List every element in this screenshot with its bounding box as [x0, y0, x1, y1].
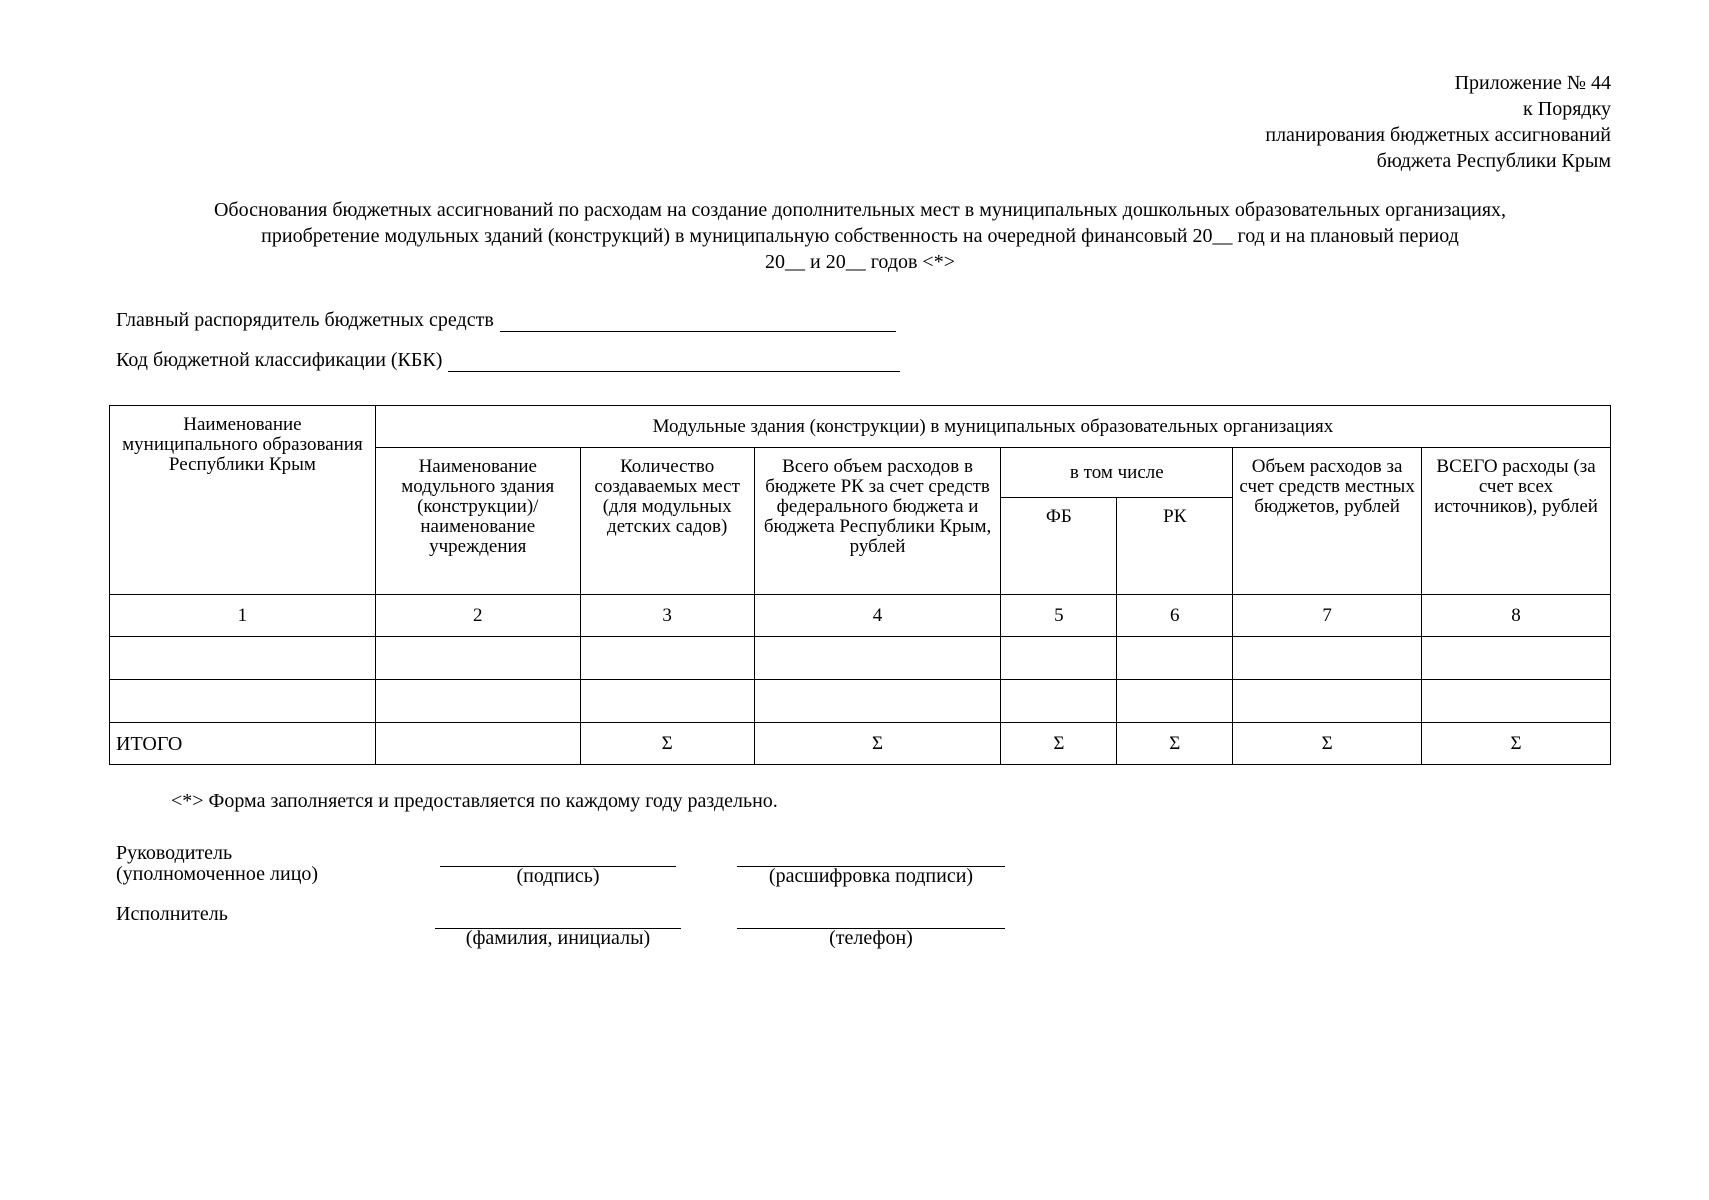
table-cell[interactable] [1422, 680, 1611, 723]
column-number: 2 [375, 595, 580, 637]
column-numbers-row [110, 595, 1611, 637]
table-cell[interactable] [580, 637, 754, 680]
table-cell[interactable] [754, 680, 1001, 723]
table-cell[interactable] [754, 637, 1001, 680]
header-including: в том числе [1001, 448, 1233, 498]
header-total-all: ВСЕГО расходы (за счет всех источников), рублей [1422, 448, 1611, 595]
manager-blank[interactable] [500, 311, 896, 332]
signature-caption: (подпись) [516, 865, 600, 887]
title-line-3: 20__ и 20__ годов <*> [764, 251, 955, 273]
sum-cell: Σ [1233, 723, 1422, 765]
table-cell[interactable] [110, 637, 376, 680]
column-number: 6 [1117, 595, 1233, 637]
sum-cell: Σ [1117, 723, 1233, 765]
column-number: 8 [1422, 595, 1611, 637]
table-cell[interactable] [1233, 637, 1422, 680]
table-cell[interactable] [1422, 637, 1611, 680]
header-municipality: Наименование муниципального образования Республики Крым [110, 406, 376, 595]
title-line-2: приобретение модульных зданий (конструкций) в муниципальную собственность на очередной финансовый 20__ год и на плановый период [261, 225, 1459, 247]
appendix-ref: к Порядку [1523, 98, 1611, 120]
head-label [116, 843, 318, 885]
table-row [110, 680, 1611, 723]
appendix-number: Приложение № 44 [1454, 72, 1611, 94]
column-number: 1 [110, 595, 376, 637]
header-places-count: Количество создаваемых мест (для модульных детских садов) [580, 448, 754, 595]
head-label-line1: Руководитель [116, 842, 233, 864]
document-title [110, 197, 1610, 275]
header-local-budgets: Объем расходов за счет средств местных бюджетов, рублей [1233, 448, 1422, 595]
column-number: 4 [754, 595, 1001, 637]
appendix-ref-line2: планирования бюджетных ассигнований [1265, 124, 1611, 146]
signature-decode-caption: (расшифровка подписи) [768, 865, 974, 887]
executor-name-caption: (фамилия, инициалы) [465, 927, 651, 949]
header-modular-buildings: Модульные здания (конструкции) в муниципальных образовательных организациях [375, 406, 1610, 448]
head-label-line2: (уполномоченное лицо) [116, 863, 319, 885]
sum-cell: Σ [754, 723, 1001, 765]
appendix-ref-line3: бюджета Республики Крым [1376, 150, 1611, 172]
column-number: 5 [1001, 595, 1117, 637]
table-cell[interactable] [1117, 637, 1233, 680]
sum-cell: Σ [1422, 723, 1611, 765]
expenses-table [109, 405, 1611, 765]
column-number: 3 [580, 595, 754, 637]
table-cell [375, 723, 580, 765]
footnote: <*> Форма заполняется и предоставляется по каждому году раздельно. [171, 790, 778, 812]
total-row [110, 723, 1611, 765]
table-cell[interactable] [1001, 680, 1117, 723]
table-cell[interactable] [580, 680, 754, 723]
sum-cell: Σ [580, 723, 754, 765]
header-rk: РК [1117, 498, 1233, 595]
manager-field [116, 309, 896, 332]
header-total-rk: Всего объем расходов в бюджете РК за счет средств федерального бюджета и бюджета Республики Крым, рублей [754, 448, 1001, 595]
table-cell[interactable] [1001, 637, 1117, 680]
kbk-field [116, 349, 900, 372]
executor-label: Исполнитель [116, 903, 228, 925]
sum-cell: Σ [1001, 723, 1117, 765]
appendix-header [1265, 70, 1611, 174]
table-cell[interactable] [110, 680, 376, 723]
header-fb: ФБ [1001, 498, 1117, 595]
table-cell[interactable] [1117, 680, 1233, 723]
table-row [110, 637, 1611, 680]
table-cell[interactable] [375, 637, 580, 680]
executor-phone-caption: (телефон) [829, 927, 913, 949]
manager-label: Главный распорядитель бюджетных средств [116, 309, 494, 331]
table-cell[interactable] [1233, 680, 1422, 723]
kbk-blank[interactable] [448, 351, 900, 372]
total-label: ИТОГО [110, 723, 376, 765]
column-number: 7 [1233, 595, 1422, 637]
header-building-name: Наименование модульного здания (конструкции)/наименование учреждения [375, 448, 580, 595]
title-line-1: Обоснования бюджетных ассигнований по расходам на создание дополнительных мест в муниципальных дошкольных образовательных организациях, [213, 199, 1507, 221]
kbk-label: Код бюджетной классификации (КБК) [116, 349, 443, 371]
table-cell[interactable] [375, 680, 580, 723]
